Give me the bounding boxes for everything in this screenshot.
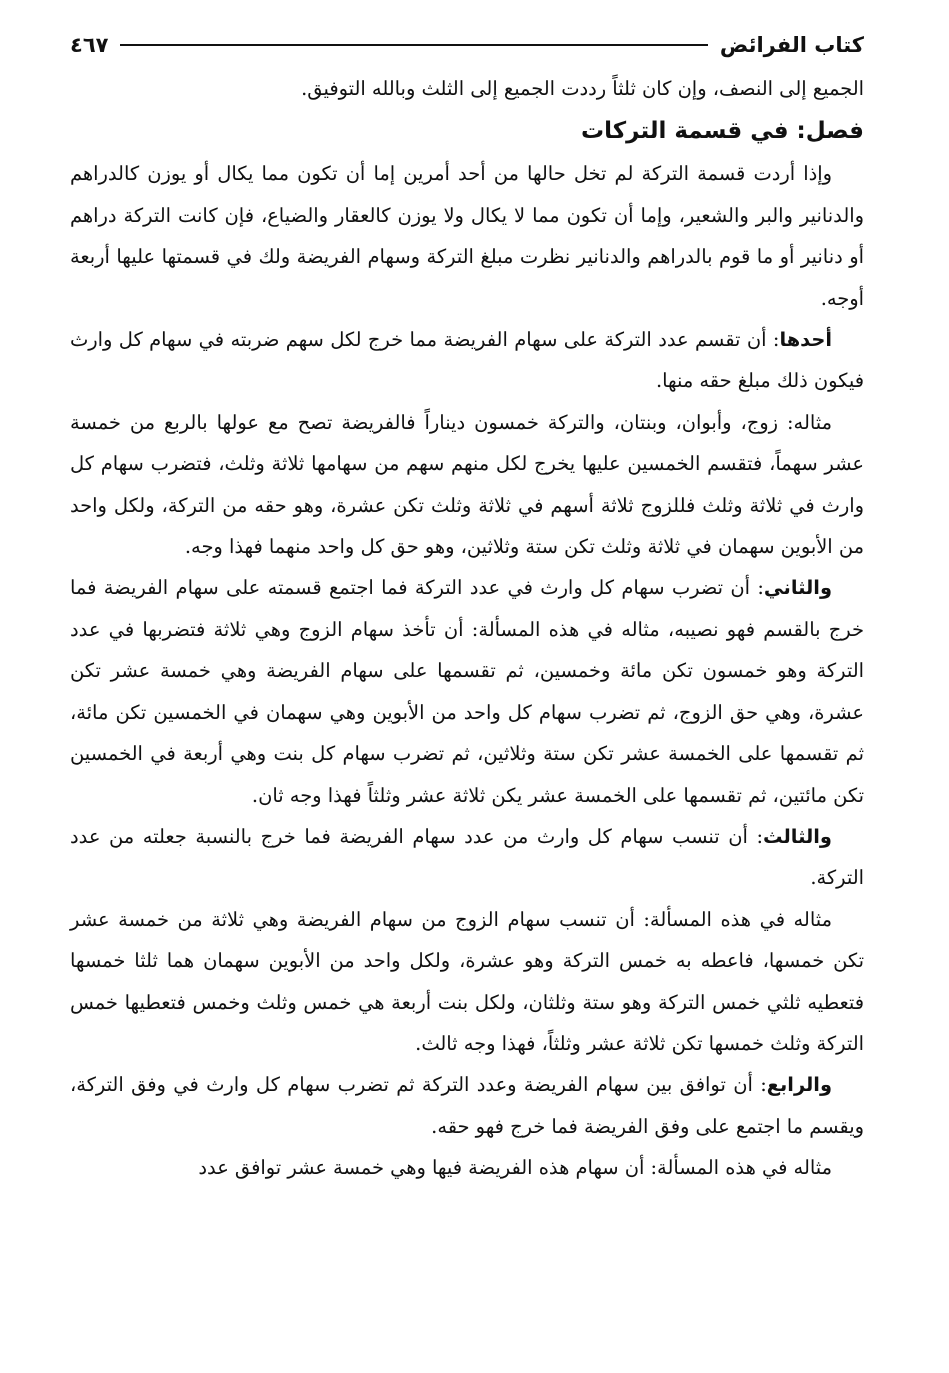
method-two-label: والثاني: [763, 576, 832, 600]
running-header: [70, 22, 864, 68]
method-one-text: : أن تقسم عدد التركة على سهام الفريضة مما خرج لكل سهم ضربته في سهام كل وارث فيكون ذلك مبلغ حقه منها.: [70, 328, 864, 393]
method-three-text: : أن تنسب سهام كل وارث من عدد سهام الفريضة فما خرج بالنسبة جعلته من عدد التركة.: [70, 824, 864, 890]
book-title: كتاب الفرائض: [719, 33, 864, 57]
paragraph-continuation: الجميع إلى النصف، وإن كان ثلثاً رددت الجميع إلى الثلث وبالله التوفيق.: [301, 77, 864, 100]
paragraph-method-three: [70, 816, 864, 899]
page: [70, 22, 864, 1352]
paragraph-example-one: مثاله: زوج، وأبوان، وبنتان، والتركة خمسون ديناراً فالفريضة تصح مع عولها بالربع من خمسة عشر سهماً، فتقسم الخمسين عليها يخرج لكل منهم سهم من سهامها ثلاثة وثلث، فتضرب سهام كل وارث في ثلاثة وثلث فللزوج ثلاثة أسهم في ثلاثة وثلث تكن عشرة، وهو حقه من التركة، ولكل واحد من الأبوين سهمان في ثلاثة وثلث تكن ستة وثلاثين، وهو حق كل واحد منهما فهذا وجه.: [70, 410, 864, 559]
paragraph-intro: وإذا أردت قسمة التركة لم تخل حالها من أحد أمرين إما أن تكون مما يكال أو يوزن كالدراهم والدنانير والبر والشعير، وإما أن تكون مما لا يكال ولا يوزن كالعقار والضياع، فإن كانت التركة دراهم أو دنانير أو ما قوم بالدراهم والدنانير نظرت مبلغ التركة وسهام الفريضة ولك في قسمتها عليها أربعة أوجه.: [70, 162, 864, 310]
page-number: ٤٦٧: [70, 33, 109, 57]
paragraph-method-two: [70, 567, 864, 815]
method-one-label: أحدها: [779, 328, 832, 352]
paragraph-method-one: [70, 319, 864, 402]
section-heading: فصل: في قسمة التركات: [581, 118, 864, 145]
method-three-label: والثالث: [763, 824, 832, 848]
method-four-label: والرابع: [766, 1073, 832, 1097]
paragraph-example-three: مثاله في هذه المسألة: أن تنسب سهام الزوج من سهام الفريضة وهي ثلاثة من خمسة عشر تكن خمسها، فاعطه به خمس التركة وهو عشرة، ولكل واحد من الأبوين سهمان هما ثلثا خمسها فتعطيه ثلثي خمس التركة وهو ستة وثلثان، ولكل بنت أربعة هي خمس وثلث وخمس فتعطيها خمس التركة وثلث خمسها تكن ثلاثة عشر وثلثاً، فهذا وجه ثالث.: [70, 907, 864, 1055]
paragraph-example-four: مثاله في هذه المسألة: أن سهام هذه الفريضة فيها وهي خمسة عشر توافق عدد: [198, 1156, 832, 1180]
header-rule: [120, 44, 707, 46]
body-text: [70, 68, 864, 1189]
paragraph-method-four: [70, 1064, 864, 1147]
method-two-text: : أن تضرب سهام كل وارث في عدد التركة فما اجتمع قسمته على سهام الفريضة فما خرج بالقسم فهو نصيبه، مثاله في هذه المسألة: أن تأخذ سهام الزوج وهي ثلاثة فتضربها في عدد التركة وهو خمسون تكن مائة وخمسين، ثم تقسمها على سهام الفريضة وهي خمسة عشر تكن عشرة، وهي حق الزوج، ثم تضرب سهام كل واحد من الأبوين وهي سهمان في الخمسين تكن مائة، ثم تقسمها على الخمسة عشر تكن ستة وثلاثين، ثم تضرب سهام كل بنت وهي أربعة في الخمسين تكن مائتين، ثم تقسمها على الخمسة عشر يكن ثلاثة عشر وثلثاً فهذا وجه ثان.: [70, 576, 864, 807]
method-four-text: : أن توافق بين سهام الفريضة وعدد التركة ثم تضرب سهام كل وارث في وفق التركة، ويقسم ما اجتمع على وفق الفريضة فما خرج فهو حقه.: [70, 1073, 864, 1138]
